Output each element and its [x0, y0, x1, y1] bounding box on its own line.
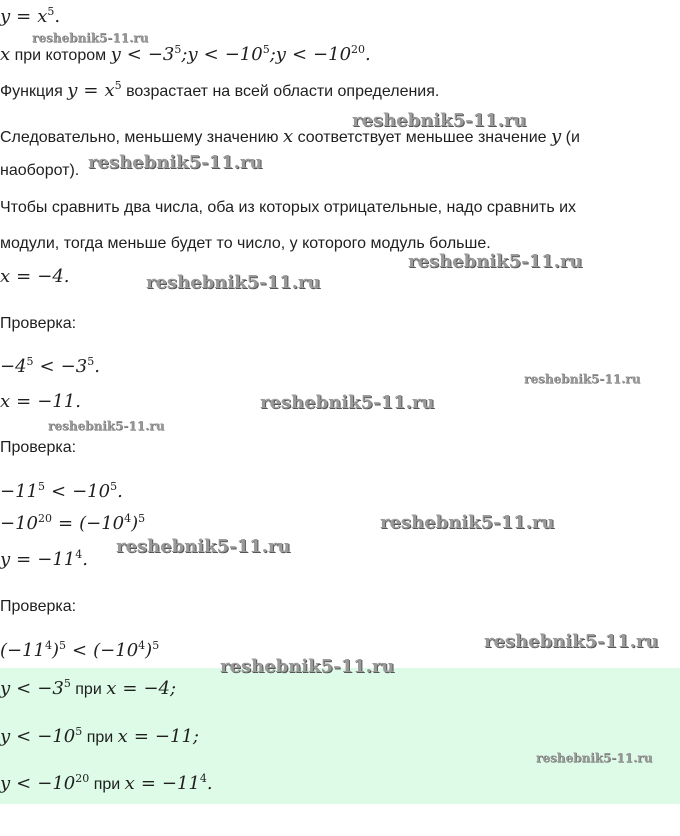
answer-3: $y < -10^{20}$ при $x = -11^4$. [0, 772, 213, 794]
consequence-text-2: наоборот). [0, 162, 80, 179]
watermark: reshebnik5-11.ru [88, 152, 263, 173]
equation-y-x5: $y = x^5$. [0, 5, 61, 27]
x-equals-minus-11: x = −11. [0, 391, 81, 412]
watermark: reshebnik5-11.ru [260, 392, 435, 413]
check-label-1: Проверка: [0, 315, 77, 332]
watermark: reshebnik5-11.ru [536, 751, 653, 765]
watermark: reshebnik5-11.ru [48, 419, 165, 433]
condition-line: x при котором $y < -3^5;y$ < $-10^5;y < -10^{20}$. [0, 43, 371, 65]
check-2-inequality: $-11^5 < -10^5$. [0, 480, 123, 502]
watermark: reshebnik5-11.ru [220, 656, 395, 677]
watermark: reshebnik5-11.ru [380, 512, 555, 533]
watermark: reshebnik5-11.ru [116, 536, 291, 557]
watermark: reshebnik5-11.ru [32, 31, 149, 45]
compare-text-2: модули, тогда меньше будет то число, у которого модуль больше. [0, 235, 491, 252]
check-1-inequality: $-4^5 < -3^5$. [0, 355, 100, 377]
power-identity: $-10^{20} = (-10^4)^5$ [0, 512, 146, 534]
watermark: reshebnik5-11.ru [408, 251, 583, 272]
answer-2: $y < -10^5$ при x = −11; [0, 725, 199, 747]
watermark: reshebnik5-11.ru [484, 631, 659, 652]
watermark: reshebnik5-11.ru [352, 110, 527, 131]
consequence-text-1: Следовательно, меньшему значению x соответствует меньшее значение y (и [0, 126, 580, 147]
watermark: reshebnik5-11.ru [524, 372, 641, 386]
check-label-2: Проверка: [0, 439, 77, 456]
compare-text-1: Чтобы сравнить два числа, оба из которых отрицательные, надо сравнить их [0, 199, 577, 216]
check-3-inequality: $(-11^4)^5 < (-10^4)^5$ [0, 639, 160, 661]
function-increasing-text: Функция $y = x^5$ возрастает на всей области определения. [0, 79, 440, 101]
watermark: reshebnik5-11.ru [146, 272, 321, 293]
answer-1: $y < -3^5$ при x = −4; [0, 677, 177, 699]
check-label-3: Проверка: [0, 598, 77, 615]
y-equals-minus-11-4: $y = -11^4$. [0, 548, 88, 570]
x-equals-minus-4: x = −4. [0, 266, 70, 287]
